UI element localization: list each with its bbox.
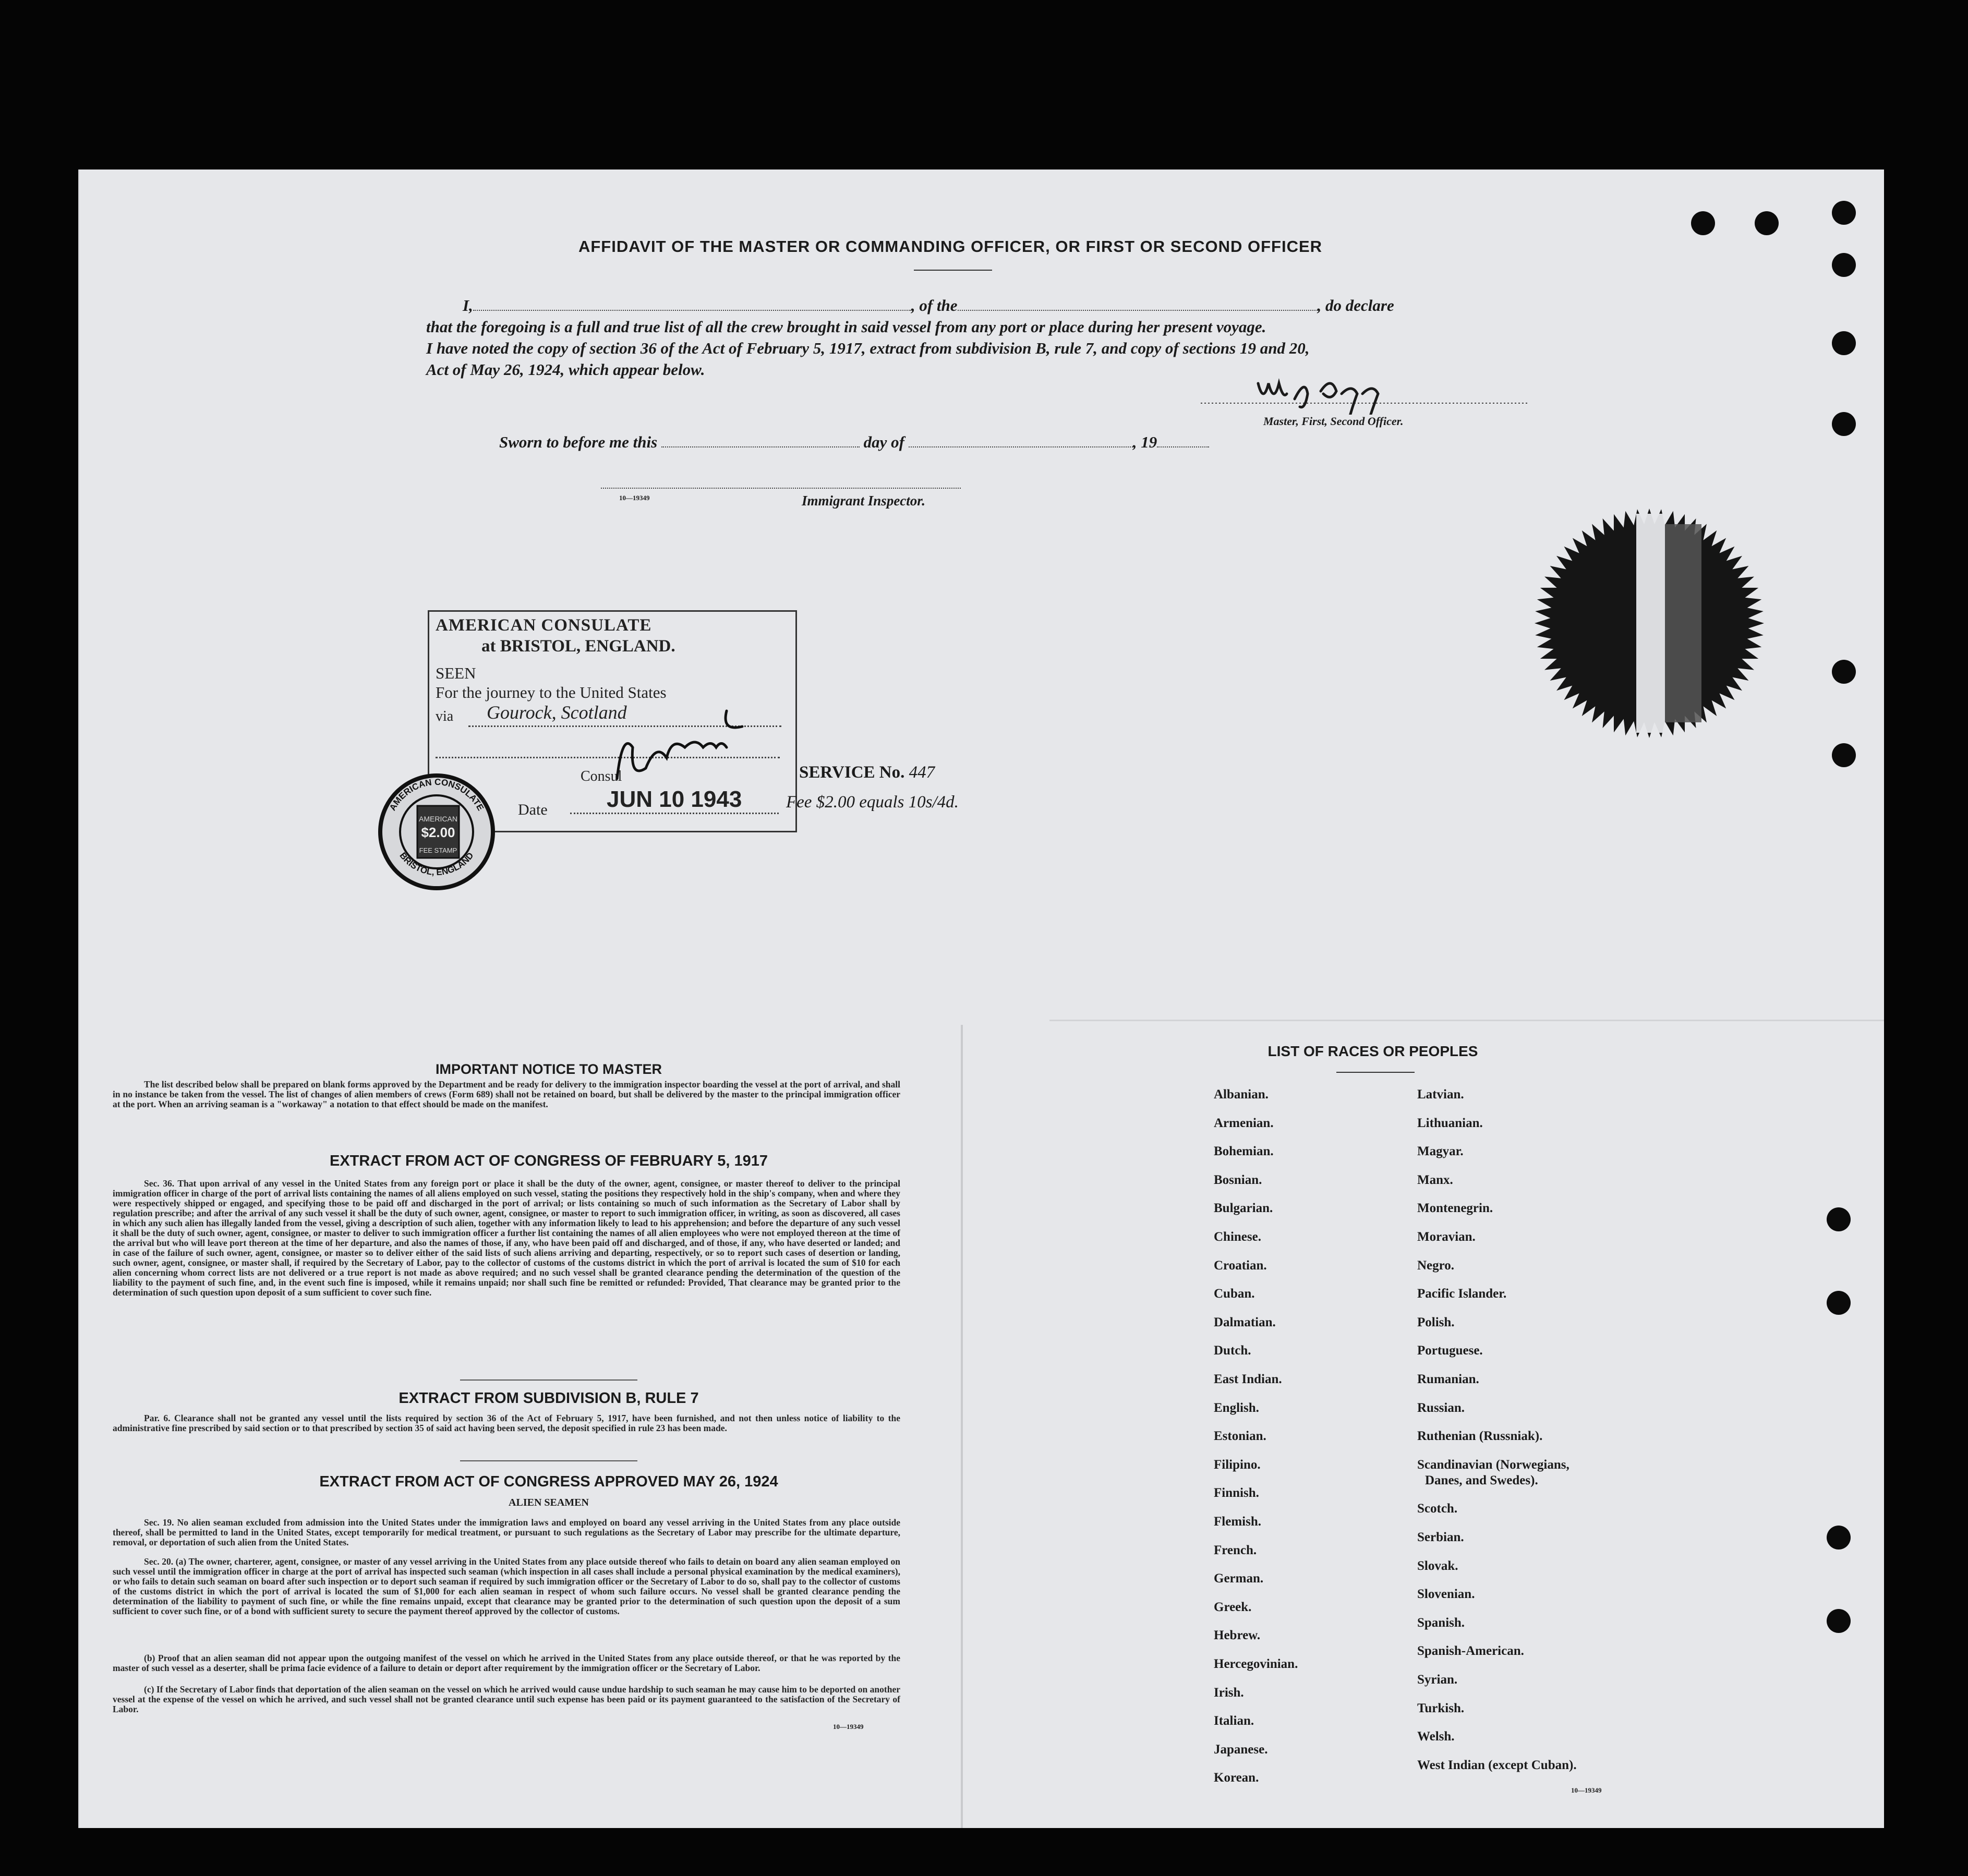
sworn-line	[499, 433, 1209, 452]
race-item: Portuguese.	[1417, 1344, 1483, 1358]
extract-1917-text: Sec. 36. That upon arrival of any vessel in the United States from any foreign port or place it shall be the duty of the owner, agent, consignee, or master thereof to deliver to the principal immigration officer in charge of the port of arrival lists containing the names of all aliens employed on such vessel, stating the positions they respectively hold in the ship's company, when and where they were respectively shipped or engaged, and specifying those to be paid off and discharged in the port of arrival; or lists containing so much of such information as the Secretary of Labor shall by regulation prescribe; and after the arrival of any such vessel it shall be the duty of such owner, agent, consignee, or master to report to such immigration officer, in writing, as soon as discovered, all cases in which any such alien has illegally landed from the vessel, giving a description of such alien, together with any information likely to lead to his apprehension; and before the departure of any such vessel it shall be the duty of such owner, agent, consignee, or master to deliver to such immigration officer a further list containing the names of all alien employees who were not employed thereon at the time of the arrival but who will leave port thereon at the time of her departure, and also the names of those, if any, who have been paid off and discharged, and of those, if any, who have deserted or landed; and in case of the failure of such owner, agent, consignee, or master so to deliver either of the said lists of such aliens arriving and departing, respectively, or so to report such cases of desertion or landing, such owner, agent, consignee, or master shall, if required by the Secretary of Labor, pay to the collector of customs of the customs district in which the port of arrival is located the sum of $10 for each alien concerning whom correct lists are not delivered or a true report is not made as above required; and no such vessel shall be granted clearance pending the determination of the question of the liability to the payment of such fine, and, in the event such fine is imposed, while it remains unpaid; nor shall such fine be remitted or refunded: Provided, That clearance may be granted prior to the determination of such question upon deposit of a sum sufficient to cover such fine.	[113, 1178, 900, 1298]
consulate-seal-icon	[377, 772, 497, 892]
punch-hole-icon	[1827, 1526, 1851, 1550]
punch-hole-icon	[1832, 201, 1856, 225]
stamp-line1: AMERICAN CONSULATE	[436, 616, 652, 635]
declaration-i: I,	[463, 296, 473, 314]
sworn-label: Sworn to before me this	[499, 433, 658, 451]
race-item: Albanian.	[1214, 1087, 1269, 1102]
embossed-seal-icon	[1529, 503, 1769, 743]
race-item: East Indian.	[1214, 1372, 1282, 1386]
races-divider	[1336, 1072, 1415, 1073]
punch-hole-icon	[1827, 1291, 1851, 1315]
declaration-line2: that the foregoing is a full and true list of all the crew brought in said vessel from any port or place during her present voyage.	[426, 318, 1266, 336]
race-item: Serbian.	[1417, 1530, 1464, 1544]
race-item: Scandinavian (Norwegians,	[1417, 1457, 1569, 1472]
race-item: Dalmatian.	[1214, 1315, 1276, 1329]
page-fold-horizontal	[1049, 1020, 1884, 1021]
race-item: Danes, and Swedes).	[1425, 1473, 1538, 1487]
seal-text-top: AMERICAN CONSULATE	[387, 777, 486, 813]
race-item: Hebrew.	[1214, 1628, 1261, 1643]
race-item: Armenian.	[1214, 1116, 1274, 1130]
race-item: Dutch.	[1214, 1344, 1251, 1358]
race-item: Negro.	[1417, 1258, 1455, 1273]
race-item: Italian.	[1214, 1714, 1254, 1728]
stamp-journey: For the journey to the United States	[436, 683, 667, 701]
race-item: Ruthenian (Russniak).	[1417, 1429, 1543, 1444]
race-item: Cuban.	[1214, 1287, 1255, 1301]
inspector-signature-line	[601, 488, 961, 489]
declaration-do-declare: , do declare	[1317, 296, 1394, 314]
race-item: Welsh.	[1417, 1729, 1455, 1744]
seal-text-bottom: BRISTOL, ENGLAND	[397, 850, 476, 878]
race-item: Russian.	[1417, 1400, 1465, 1415]
punch-hole-icon	[1827, 1609, 1851, 1633]
affidavit-declaration	[426, 295, 1553, 380]
sworn-year-label: , 19	[1132, 433, 1157, 451]
title-divider	[914, 270, 992, 271]
extract-1924-title: EXTRACT FROM ACT OF CONGRESS APPROVED MAY 26, 1924	[319, 1473, 778, 1490]
sec20a-text: Sec. 20. (a) The owner, charterer, agent, consignee, or master of any vessel arriving in the United States from any place outside thereof who fails to detain on board any alien seaman employed on such vessel until the immigration officer in charge at the port of arrival has inspected such seaman (which inspection in all cases shall include a personal physical examination by the medical examiners), or who fails to detain such seaman on board after such inspection or to deport such seaman if required by such immigration officer or the Secretary of Labor to do so, shall pay to the collector of customs of the customs district in which the port of arrival is located the sum of $1,000 for each alien seaman in respect of whom such failure occurs. No vessel shall be granted clearance pending the determination of the liability to payment of such fine, or while the fine remains unpaid, except that clearance may be granted prior to the determination of such question upon the deposit of a sum sufficient to cover such fine, or of a bond with sufficient surety to secure the payment thereof approved by the collector of customs.	[113, 1556, 900, 1616]
section-divider	[460, 1379, 637, 1381]
punch-hole-icon	[1832, 412, 1856, 436]
form-number: 10—19349	[619, 494, 650, 502]
race-item: Slovenian.	[1417, 1587, 1475, 1602]
declaration-line3: I have noted the copy of section 36 of the Act of February 5, 1917, extract from subdivision B, rule 7, and copy of sections 19 and 20,	[426, 339, 1310, 357]
service-label: SERVICE No.	[799, 763, 905, 782]
declaration-of-the: , of the	[911, 296, 958, 314]
race-item: Slovak.	[1417, 1558, 1458, 1573]
seal-fee: $2.00	[421, 825, 455, 840]
race-item: Bosnian.	[1214, 1172, 1262, 1187]
punch-hole-icon	[1755, 211, 1779, 235]
signature-caption: Master, First, Second Officer.	[1263, 415, 1404, 428]
race-item: Estonian.	[1214, 1429, 1266, 1444]
race-item: Greek.	[1214, 1600, 1252, 1614]
race-item: Spanish-American.	[1417, 1644, 1524, 1659]
punch-hole-icon	[1691, 211, 1715, 235]
race-item: Bulgarian.	[1214, 1201, 1273, 1216]
immigrant-inspector-label: Immigrant Inspector.	[802, 493, 926, 509]
stamp-date-value: JUN 10 1943	[607, 786, 742, 812]
race-item: Moravian.	[1417, 1230, 1476, 1244]
race-item: Filipino.	[1214, 1457, 1261, 1472]
race-item: Lithuanian.	[1417, 1116, 1483, 1130]
race-item: Polish.	[1417, 1315, 1455, 1329]
sec20b-text: (b) Proof that an alien seaman did not appear upon the outgoing manifest of the vessel on which he arrived in the United States from any place outside thereof, or that he was reported by the master of such vessel as a deserter, shall be prima facie evidence of a failure to detain or deport after requirement by the immigration officer or the Secretary of Labor.	[113, 1653, 900, 1673]
stamp-consul-label: Consul	[581, 768, 622, 784]
race-item: Irish.	[1214, 1685, 1244, 1700]
punch-hole-icon	[1832, 253, 1856, 277]
stamp-via-value: Gourock, Scotland	[487, 702, 627, 723]
race-item: Scotch.	[1417, 1502, 1458, 1516]
race-item: Syrian.	[1417, 1673, 1458, 1687]
race-item: Manx.	[1417, 1172, 1453, 1187]
sec19-text: Sec. 19. No alien seaman excluded from admission into the United States under the immigration laws and employed on board any vessel arriving in the United States from any place outside thereof, shall be permitted to land in the United States, except temporarily for medical treatment, or pursuant to such regulations as the Secretary of Labor may prescribe for the ultimate departure, removal, or deportation of such alien from the United States.	[113, 1517, 900, 1547]
document-sheet	[78, 170, 1884, 1828]
races-title: LIST OF RACES OR PEOPLES	[1267, 1043, 1478, 1059]
race-item: Rumanian.	[1417, 1372, 1479, 1386]
notice-title: IMPORTANT NOTICE TO MASTER	[436, 1061, 662, 1077]
race-item: English.	[1214, 1400, 1259, 1415]
punch-hole-icon	[1827, 1207, 1851, 1231]
punch-hole-icon	[1832, 743, 1856, 767]
sworn-day-label: day of	[863, 433, 904, 451]
declaration-line4: Act of May 26, 1924, which appear below.	[426, 360, 705, 379]
race-item: Korean.	[1214, 1771, 1259, 1785]
punch-hole-icon	[1832, 660, 1856, 684]
race-item: Montenegrin.	[1417, 1201, 1493, 1216]
race-item: Japanese.	[1214, 1742, 1268, 1757]
seal-stamp-top: AMERICAN	[419, 815, 457, 823]
race-item: Hercegovinian.	[1214, 1657, 1298, 1671]
page-fold-vertical	[961, 1025, 963, 1828]
officer-signature	[1122, 373, 1529, 415]
stamp-seen: SEEN	[436, 664, 476, 682]
race-item: Spanish.	[1417, 1615, 1465, 1630]
seal-stamp-bottom: FEE STAMP	[419, 846, 457, 854]
alien-seamen-subtitle: ALIEN SEAMEN	[509, 1497, 589, 1508]
race-item: Turkish.	[1417, 1701, 1465, 1715]
race-item: German.	[1214, 1571, 1264, 1586]
stamp-via-label: via	[436, 708, 454, 724]
service-number	[799, 763, 935, 782]
stamp-line2: at BRISTOL, ENGLAND.	[481, 637, 675, 656]
sec20c-text: (c) If the Secretary of Labor finds that deportation of the alien seaman on the vessel on which he arrived would cause undue hardship to such seaman he may cause him to be deported on another vessel at the expense of the vessel on which he arrived, and such vessel shall not be granted clearance until such expense has been paid or its payment guaranteed to the satisfaction of the Secretary of Labor.	[113, 1684, 900, 1714]
race-item: Finnish.	[1214, 1486, 1259, 1500]
race-item: Chinese.	[1214, 1230, 1261, 1244]
affidavit-title: AFFIDAVIT OF THE MASTER OR COMMANDING OFFICER, OR FIRST OR SECOND OFFICER	[578, 237, 1323, 256]
section-divider	[460, 1460, 637, 1461]
stamp-date-label: Date	[518, 801, 548, 818]
punch-hole-icon	[1832, 331, 1856, 355]
form-number-bottom-left: 10—19349	[833, 1723, 864, 1730]
race-item: West Indian (except Cuban).	[1417, 1758, 1577, 1772]
form-number-races: 10—19349	[1571, 1786, 1602, 1794]
fee-note: Fee $2.00 equals 10s/4d.	[786, 793, 959, 812]
race-item: Bohemian.	[1214, 1144, 1274, 1159]
race-item: Magyar.	[1417, 1144, 1464, 1159]
race-item: Flemish.	[1214, 1515, 1261, 1529]
race-item: Croatian.	[1214, 1258, 1267, 1273]
race-item: Pacific Islander.	[1417, 1287, 1507, 1301]
race-item: Latvian.	[1417, 1087, 1464, 1102]
rule7-title: EXTRACT FROM SUBDIVISION B, RULE 7	[399, 1390, 699, 1407]
notice-text: The list described below shall be prepared on blank forms approved by the Department and be ready for delivery to the immigration inspector boarding the vessel at the port of arrival, and shall in no instance be taken from the vessel. The list of changes of alien members of crews (Form 689) shall not be retained on board, but shall be delivered by the master to the principal immigration officer at the port. When an arriving seaman is a "workaway" a notation to that effect should be made on the manifest.	[113, 1079, 900, 1109]
service-number-value: 447	[909, 763, 935, 782]
extract-1917-title: EXTRACT FROM ACT OF CONGRESS OF FEBRUARY 5, 1917	[329, 1153, 768, 1169]
rule7-text: Par. 6. Clearance shall not be granted any vessel until the lists required by section 36 of the Act of February 5, 1917, have been furnished, and not then unless notice of liability to the administrative fine prescribed by said section or to that prescribed by section 35 of said act having been served, the deposit specified in rule 23 has been made.	[113, 1413, 900, 1433]
consul-signature	[607, 700, 763, 789]
race-item: French.	[1214, 1543, 1257, 1557]
